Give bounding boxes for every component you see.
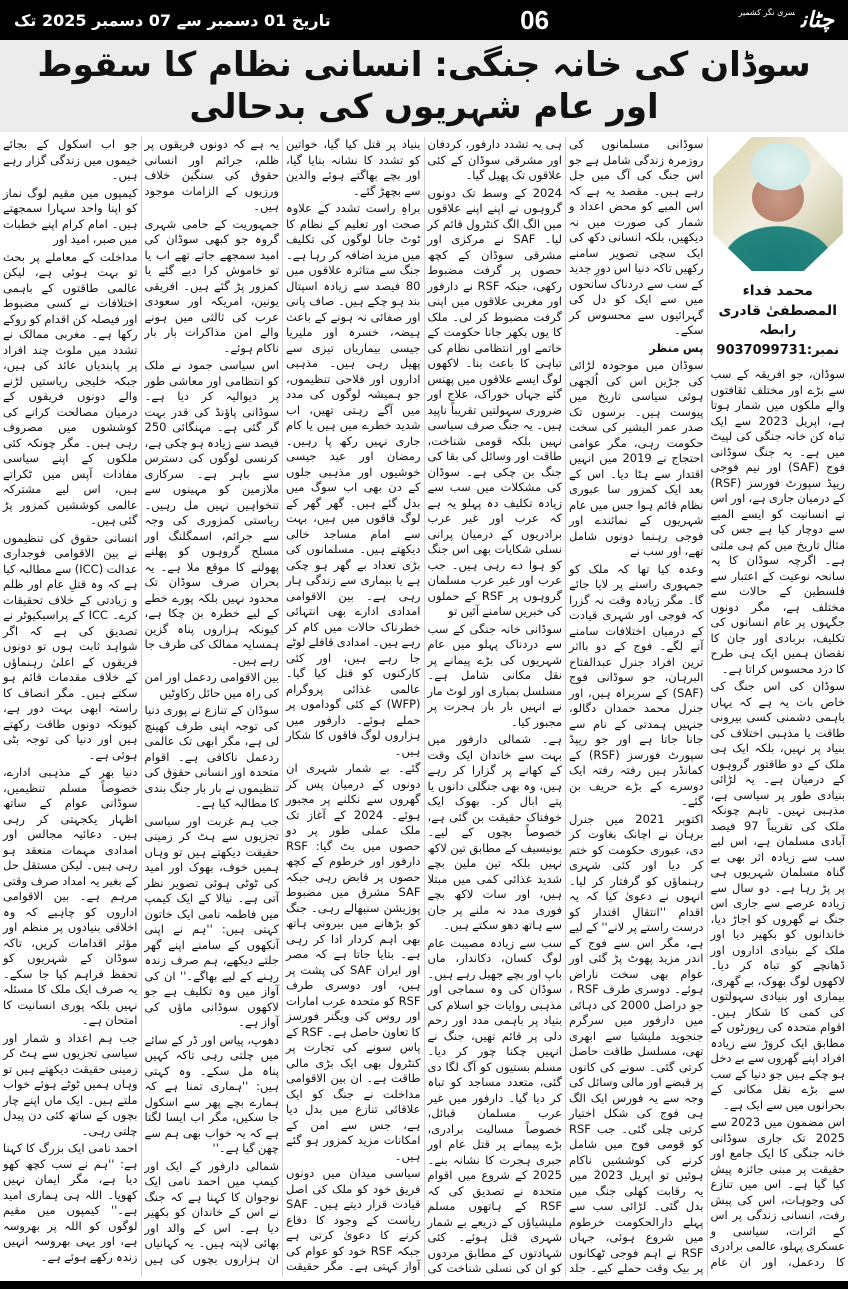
article-paragraph: جب ہم اعداد و شمار اور سیاسی تجزیوں سے ہٹ کر زمینی حقیقت دیکھتے ہیں تو وہاں ہمیں ٹوٹے ہوئے خواب ملتے ہیں۔ ایک ماں اپنے چار بچوں کے ساتھ کئی دن پیدل چلتی رہی۔ <box>3 1030 138 1138</box>
article-paragraph: احمد نامی ایک بزرگ کا کہنا ہے: ''ہم نے سب کچھ کھو دیا ہے، مگر ایمان نہیں کھویا۔ اللہ ہی ہماری امید ہے۔'' کیمپوں میں مقیم لوگوں کو اللہ پر بھروسہ ہے، اور یہی بھروسہ انہیں زندہ رکھے ہوئے ہے۔ <box>3 1141 138 1264</box>
article-paragraph: جمہوریت کے حامی شہری گروہ جو کبھی سوڈان کی امید سمجھے جاتے تھے اب یا تو خاموش کرا دیے گئے یا کمزور پڑ گئے ہیں۔ افریقی یونین، امریکہ اور سعودی عرب کی ثالثی میں ہونے والے امن مذاکرات بار بار ناکام ہوئے۔ <box>144 216 279 355</box>
article-paragraph: کیمپوں میں مقیم لوگ نماز کو اپنا واحد سہارا سمجھتے ہیں۔ امام کرام اپنے خطبات میں صبر، امید اور <box>3 185 138 246</box>
article-paragraph: اس مضمون میں 2023 سے 2025 تک جاری سوڈانی خانہ جنگی کا ایک جامع اور حقیقت پر مبنی جائزہ پیش کیا گیا ہے۔ اس میں تنازع کی وجوہات، اس کی پیش رفت، انسانی زندگی پر اس کے اثرات، سیاسی و عسکری پہلو، عالمی برادری کا ردعمل، اور ان عام سوڈانی مسلمانوں کی روزمرہ زندگی شامل ہے جو اس جنگ کی آگ میں جل رہے ہیں۔ مقصد یہ ہے کہ اس المیے کو محض اعداد و شمار کی صورت میں نہ دیکھیں، بلکہ انسانی دکھ کی ایک سچی تصویر سامنے رکھیں تاکہ دنیا اس دورِ جدید کے سب سے دردناک سانحوں میں سے ایک کو دل کی گہرائیوں سے محسوس کر سکے۔ <box>569 137 845 1269</box>
issue-date: تاریخ 01 دسمبر سے 07 دسمبر 2025 تک <box>14 10 331 30</box>
article-paragraph: 2024 کے وسط تک دونوں گروہوں نے اپنے اپنے علاقوں میں الگ الگ کنٹرول قائم کر لیا۔ SAF نے مرکزی اور مشرقی سوڈان کے کچھ حصوں پر گرفت مضبوط رکھی، جبکہ RSF نے دارفور اور مغربی علاقوں میں اپنی گرفت مضبوط کر لی۔ ملک کا یوں بکھر جانا حکومت کے خاتمے اور انتظامی نظام کی تباہی کا باعث بنا۔ لاکھوں لوگ ایسے علاقوں میں پھنس گئے جہاں خوراک، علاج اور ضروری سہولتیں تقریباً ناپید ہیں۔ یہ جنگ صرف سیاسی نہیں بلکہ قومی شناخت، طاقت اور وسائل کی بقا کی جنگ بن چکی ہے۔ سوڈان کی مشکلات میں سب سے زیادہ تکلیف دہ پہلو یہ ہے کہ عرب اور غیر عرب برادریوں کے درمیان پرانی نسلی شکایات بھی اس جنگ کو ہوا دے رہی ہیں۔ جب عرب اور غیر عرب مسلمان گروہوں پر RSF کے حملوں کی خبریں سامنے آئیں تو <box>427 185 562 618</box>
section-subheading: پس منظر <box>649 340 704 355</box>
page-number: 06 <box>520 4 550 35</box>
article-paragraph: سوڈان کے تنازع نے پوری دنیا کی توجہ اپنی طرف کھینچ لی ہے، مگر ابھی تک عالمی ردعمل ناکافی ہے۔ اقوام متحدہ اور انسانی حقوق کی تنظیموں نے بار بار جنگ بندی کا مطالبہ کیا ہے۔ <box>144 703 279 810</box>
article-paragraph: دھوپ، پیاس اور ڈر کے سائے میں چلتی رہی تاکہ کہیں پناہ مل سکے۔ وہ کہتی ہیں: ''ہماری تمنا ہے کہ ہمارے بچے پھر سے اسکول جا سکیں، مگر اب ایسا لگتا ہے کہ یہ خواب بھی ہم سے چھن گیا ہے۔'' <box>144 1032 279 1155</box>
newspaper-logo <box>739 8 834 33</box>
article-paragraph: سوڈانی خانہ جنگی کے سب سے دردناک پہلو میں عام شہریوں کی بڑے پیمانے پر نقل مکانی شامل ہے۔ مسلسل بمباری اور لوٹ مار نے انہیں بار بار ہجرت پر مجبور کیا۔ <box>427 621 562 729</box>
author-box <box>711 137 846 361</box>
article-paragraph: اکتوبر 2021 میں جنرل برہان نے اچانک بغاوت کر دی، عبوری حکومت کو ختم کر دیا اور کئی شہری رہنماؤں کو گرفتار کر لیا۔ انہوں نے دعویٰ کیا کہ یہ اقدام ''انتقالِ اقتدار کو درست راستے پر لانے'' کے لیے ہے، مگر اس سے فوج کے اندر مزید پھوٹ پڑ گئی اور عوام بھی سخت ناراض ہوئے۔ دوسری طرف RSF ، جو دراصل 2000 کی دہائی میں دارفور میں سرگرم جنجوید ملیشیا سے ابھری تھی، مسلسل طاقت حاصل کرتی گئی۔ سونے کی کانوں پر قبضے اور مالی وسائل کی وجہ سے یہ فورس ایک الگ ہی فوج کی شکل اختیار کرتی چلی گئی۔ جب RSF کو قومی فوج میں شامل کرنے کی کوششیں ناکام ہوئیں تو اپریل 2023 میں یہ رقابت کھلی جنگ میں بدل گئی۔ لڑائی سب سے پہلے دارالحکومت خرطوم میں شروع ہوئی، جہاں RSF نے اہم فوجی ٹھکانوں پر بیک وقت حملے کیے۔ جلد ہی یہ تشدد دارفور، کردفان اور مشرقی سوڈان کے کئی علاقوں تک پھیل گیا۔ <box>427 137 704 1275</box>
article-paragraph: دنیا بھر کے مذہبی ادارے، خصوصاً مسلم تنظیمیں، سوڈانی عوام کے ساتھ اظہار یکجہتی کر رہی ہیں۔ دعائیہ مجالس اور امدادی مہمات منعقد ہو رہی ہیں۔ لیکن مستقل حل کے بغیر یہ امداد صرف وقتی مرہم ہے۔ بین الاقوامی اداروں کو چاہیے کہ وہ اخلاقی بنیادوں پر منظم اور مؤثر اقدامات کریں، تاکہ سوڈان کے شہریوں کو تحفظ فراہم کیا جا سکے۔ یہ صرف ایک ملک کا مسئلہ نہیں بلکہ پوری انسانیت کا امتحان ہے۔ <box>3 765 138 1027</box>
article-paragraph: مداخلت کے معاملے پر بحث تو بہت ہوئی ہے، لیکن عالمی طاقتوں کے باہمی اختلافات نے کسی مضبوط اور فیصلہ کن اقدام کو روکے رکھا ہے۔ مغربی ممالک نے تشدد میں ملوث چند افراد پر پابندیاں عائد کی ہیں، جبکہ خلیجی ریاستیں لڑنے والے دونوں فریقوں کے درمیان مصالحت کرانے کی کوششوں میں مصروف رہی ہیں۔ مگر چونکہ کئی ملکوں کے اپنے سیاسی مفادات آپس میں ٹکراتے ہیں، اس لیے مشترکہ عالمی کوششیں کمزور پڑ گئی ہیں۔ <box>3 249 138 527</box>
article-paragraph: براہِ راست تشدد کے علاوہ صحت اور تعلیم کے نظام کا ٹوٹ جانا لوگوں کی تکلیف میں مزید اضافہ کر رہا ہے۔ جنگ سے متاثرہ علاقوں میں 80 فیصد سے زیادہ اسپتال بند ہو چکے ہیں۔ صاف پانی اور صفائی نہ ہونے کے باعث ہیضہ، خسرہ اور ملیریا جیسی بیماریاں تیزی سے پھیل رہی ہیں۔ مذہبی اداروں اور فلاحی تنظیموں، جو ہمیشہ لوگوں کی مدد میں آگے رہتی تھیں، اب شدید خطرے میں ہیں یا کام جاری نہیں رکھ پا رہیں۔ رمضان اور عید جیسی خوشیوں اور مذہبی جلوں کے دن بھی اب سوگ میں بدل گئے ہیں۔ گھر گھر کے لوگ فاقوں میں ہیں، بہت سے امام مساجد خالی دیکھتے ہیں۔ مسلمانوں کی بڑی تعداد بے گھر ہو چکی ہے یا بیماری سے زندگی ہار رہی ہے۔ بین الاقوامی امدادی ادارے بھی انتہائی خطرناک حالات میں کام کر رہے ہیں۔ امدادی قافلے لوٹے جا رہے ہیں، اور کئی کارکنوں کو قتل کیا گیا۔ عالمی غذائی پروگرام (WFP) کے کئی گوداموں پر حملے ہوئے۔ دارفور میں ہزاروں لوگ فاقوں کا شکار ہیں۔ <box>286 201 421 758</box>
article-paragraph: بین الاقوامی ردعمل اور امن کی راہ میں حائل رکاوٹیں <box>144 670 279 700</box>
author-photo <box>713 137 843 271</box>
article-paragraph: سوڈان میں موجودہ لڑائی کی جڑیں اس کی اُلجھی ہوئی سیاسی تاریخ میں پیوست ہیں۔ برسوں تک صدر عمر البشیر کی سخت حکومت رہی، مگر عوامی احتجاج نے 2019 میں انہیں اقتدار سے ہٹا دیا۔ اس کے بعد ایک کمزور سا عبوری نظام قائم ہوا جس میں عام شہریوں کے نمائندے اور فوجی رہنما دونوں شامل تھے، اور سب نے <box>569 358 704 558</box>
author-contact: رابطہ نمبر:9037099731 <box>716 323 840 358</box>
article-paragraph: اس سیاسی جمود نے ملک کو انتظامی اور معاشی طور پر دیوالیہ کر دیا ہے۔ سوڈانی پاؤنڈ کی قدر بہت گر گئی ہے۔ مہنگائی 250 فیصد سے زیادہ ہو چکی ہے، کرنسی لوگوں کی دسترس سے باہر ہے۔ سرکاری ملازمین کو مہینوں سے تنخواہیں نہیں مل رہیں۔ ریاستی کمزوری کی وجہ سے جرائم، اسمگلنگ اور مسلح گروہوں کو پھلنے پھولنے کا موقع ملا ہے۔ یہ بحران صرف سوڈان تک محدود نہیں بلکہ پورے خطے کے لیے خطرہ بن چکا ہے، کیونکہ ہزاروں پناہ گزین ہمسایہ ممالک کی طرف جا رہے ہیں۔ <box>144 358 279 667</box>
article-paragraph: شمالی دارفور کے ایک اور کیمپ میں احمد نامی ایک نوجوان کا کہنا ہے کہ جنگ نے اس کے خاندان کو بکھیر دیا ہے۔ اس کے والد اور بھائی لاپتہ ہیں۔ یہ کہانیاں ان ہزاروں بچوں کی ہیں جو اب اسکول کے بجائے خیموں میں زندگی گزار رہے ہیں۔ <box>3 137 279 1266</box>
article-headline: سوڈان کی خانہ جنگی: انسانی نظام کا سقوط اور عام شہریوں کی بدحالی <box>37 45 811 127</box>
article-paragraph: گئے۔ بے شمار شہری ان دونوں کے درمیان پس کر گھروں سے نکلنے پر مجبور ہوئے۔ 2024 کے آغاز تک ملک عملی طور پر دو حصوں میں بٹ گیا: RSF دارفور اور خرطوم کے کچھ حصوں پر قابض رہی جبکہ SAF مشرق میں مضبوط پوزیشن سنبھالے رہی۔ جنگ کو بڑھانے میں بیرونی ہاتھ بھی اہم کردار ادا کر رہی ہے۔ بتایا جاتا ہے کہ مصر اور ایران SAF کی پشت پر ہیں، اور دوسری طرف RSF کو متحدہ عرب امارات اور روس کی ویگنر فورسز کا تعاون حاصل ہے۔ RSF کے پاس سونے کی تجارت پر کنٹرول بھی ایک بڑی مالی طاقت ہے۔ ان بین الاقوامی مداخلت نے جنگ کو ایک علاقائی تنازع میں بدل دیا ہے، جس سے امن کے امکانات مزید کمزور ہو گئے ہیں۔ <box>286 761 421 1163</box>
logo-text: چٹان <box>800 7 834 33</box>
headline-band <box>0 40 848 132</box>
article-paragraph: جب ہم غربت اور سیاسی تجزیوں سے ہٹ کر زمینی حقیقت دیکھتے ہیں تو وہاں ہمیں خوف، بھوک اور امید کی ٹوٹی ہوئی تصویر نظر آتی ہے۔ نیالا کے ایک کیمپ میں فاطمہ نامی ایک خاتون کہتی ہیں: ''ہم نے اپنی آنکھوں کے سامنے اپنے گھر جلتے دیکھے، ہم صرف زندہ رہنے کے لیے بھاگے۔'' ان کی آواز میں وہ تکلیف ہے جو لاکھوں سوڈانی ماؤں کی آواز ہے۔ <box>144 813 279 1029</box>
footer-bar <box>0 1281 848 1289</box>
article-paragraph: سوڈان، جو افریقہ کے سب سے بڑے اور مختلف ثقافتوں والے ملکوں میں شمار ہوتا ہے، اپریل 2023 سے ایک تباہ کن خانہ جنگی کی لپیٹ میں ہے۔ یہ جنگ سوڈانی فوج (SAF) اور نیم فوجی ریپڈ سپورٹ فورسز (RSF) کے درمیان جاری ہے، اور اس نے انسانیت کو ایسے المیے سے دوچار کیا ہے جس کی مثال تاریخ میں کم ہی ملتی ہے۔ اگرچہ سوڈان کا یہ سانحہ نوعیت کے اعتبار سے فلسطین کے حالات سے مختلف ہے، مگر دونوں جگہوں پر عام انسانوں کی تکلیف، بربادی اور جان کا نقصان ہمیں ایک ہی طرح کا درد محسوس کراتا ہے۔ <box>710 367 845 676</box>
article-paragraph: انسانی حقوق کی تنظیموں نے بین الاقوامی فوجداری عدالت (ICC) سے مطالبہ کیا ہے کہ وہ قتلِ عام اور ظلم و زیادتی کے خلاف تحقیقات کرے۔ ICC کے پراسیکیوٹر نے تصدیق کی ہے کہ اگر شواہد ثابت ہوں تو دونوں فریقوں کے اعلیٰ رہنماؤں کے خلاف مقدمات قائم ہو سکتے ہیں۔ مگر انصاف کا راستہ ابھی بہت دور ہے، کیونکہ دونوں طاقت رکھتے ہیں اور دنیا کی توجہ بٹی ہوئی ہے۔ <box>3 530 138 762</box>
author-name: محمد فداء المصطفیٰ قادری <box>718 283 837 319</box>
article-paragraph: سب سے زیادہ مصیبت عام لوگ کسان، دکاندار، ماں باپ اور بچے جھیل رہے ہیں۔ سوڈان کی وہ سماجی اور مذہبی روایات جو اسلام کی بنیاد پر باہمی مدد اور رحم دلی پر قائم تھیں، جنگ نے انہیں چکنا چور کر دیا۔ مسلم بستیوں کو آگ لگا دی گئی، متعدد مساجد کو تباہ کر دیا گیا۔ دارفور میں غیر عرب مسلمان قبائل، خصوصاً مسالیت برادری، بڑے پیمانے پر قتل عام اور جبری ہجرت کا نشانہ بنے۔ 2025 کے شروع میں اقوام متحدہ نے تصدیق کی کہ RSF کے ہاتھوں مسلم ملیشیاؤں کے ذریعے بے شمار شہری قتل ہوئے۔ کئی شہادتوں کے مطابق مردوں کو ان کی نسلی شناخت کی بنیاد پر قتل کیا گیا، خواتین کو تشدد کا نشانہ بنایا گیا، اور بچے بھاگتے ہوئے والدین سے بچھڑ گئے۔ <box>286 137 562 1275</box>
article-paragraph: سوڈان کی اس جنگ کی خاص بات یہ ہے کہ یہاں باہمی دشمنی کسی بیرونی طاقت یا مذہبی اختلاف کی بنیاد پر نہیں، بلکہ ایک ہی ملک کے دو طاقتور گروہوں کے درمیان ہے۔ یہ لڑائی بنیادی طور پر سیاسی ہے، مذہبی نہیں۔ تاہم چونکہ ملک کی تقریباً 97 فیصد آبادی مسلمان ہے، اس لیے سب سے زیادہ اثر بھی بے گناہ مسلمان شہریوں ہی پر پڑ رہا ہے۔ دو سال سے زیادہ عرصے سے جاری اس جنگ نے گھروں کو اجاڑ دیا، خاندانوں کو بکھیر دیا اور ملک کے بنیادی اداروں اور ڈھانچے کو تباہ کر دیا۔ لاکھوں لوگ بھوک، بے گھری، بیماری اور بنیادی سہولتوں کی کمی کا شکار ہیں۔ اقوام متحدہ کی رپورٹوں کے مطابق ایک کروڑ سے زیادہ افراد اپنے گھروں سے بے دخل ہو چکے ہیں جو دنیا کے سب سے بڑے نقل مکانی کے بحرانوں میں سے ایک ہے۔ <box>710 679 845 1112</box>
article-paragraph: سیاسی میدان میں دونوں فریق خود کو ملک کی اصل قیادت قرار دیتے ہیں۔ SAF ریاست کے وجود کا دفاع کرنے کا دعویٰ کرتی ہے جبکہ RSF خود کو عوام کی آواز کہتی ہے۔ مگر حقیقت یہ ہے کہ دونوں فریقوں پر ظلم، جرائم اور انسانی حقوق کی سنگین خلاف ورزیوں کے الزامات موجود ہیں۔ <box>144 137 421 1273</box>
masthead-bar <box>0 0 848 40</box>
logo-subtext: سری نگر کشمیر <box>738 7 795 17</box>
article-body <box>0 132 848 1281</box>
article-paragraph: وعدہ کیا تھا کہ ملک کو جمہوری راستے پر لایا جائے گا۔ مگر زیادہ وقت نہ گزرا کہ فوجی اور شہری قیادت کے درمیان اختلافات سامنے آنے لگے۔ فوج کے دو بااثر ترین افراد جنرل عبدالفتاح البرہان، جو سوڈانی فوج (SAF) کے سربراہ ہیں، اور جنرل محمد حمدان دگالو، جنہیں ہمدتی کے نام سے جانا جاتا ہے اور جو ریپڈ سپورٹ فورسز (RSF) کے کمانڈر ہیں رفتہ رفتہ ایک دوسرے کے بڑے حریف بن گئے۔ <box>569 561 704 808</box>
article-paragraph: ہے۔ شمالی دارفور میں بہت سے خاندان ایک وقت کے کھانے پر گزارا کر رہے ہیں، وہ بھی جنگلی دانوں یا پتے ابال کر۔ بھوک ایک خوفناک حقیقت بن گئی ہے، خصوصاً بچوں کے لیے۔ یونیسیف کے مطابق تین لاکھ نہیں بلکہ تین ملین بچے شدید غذائی کمی میں مبتلا ہیں، اور سات لاکھ بچے فوری مدد نہ ملنے پر جان سے ہاتھ دھو سکتے ہیں۔ <box>427 732 562 932</box>
